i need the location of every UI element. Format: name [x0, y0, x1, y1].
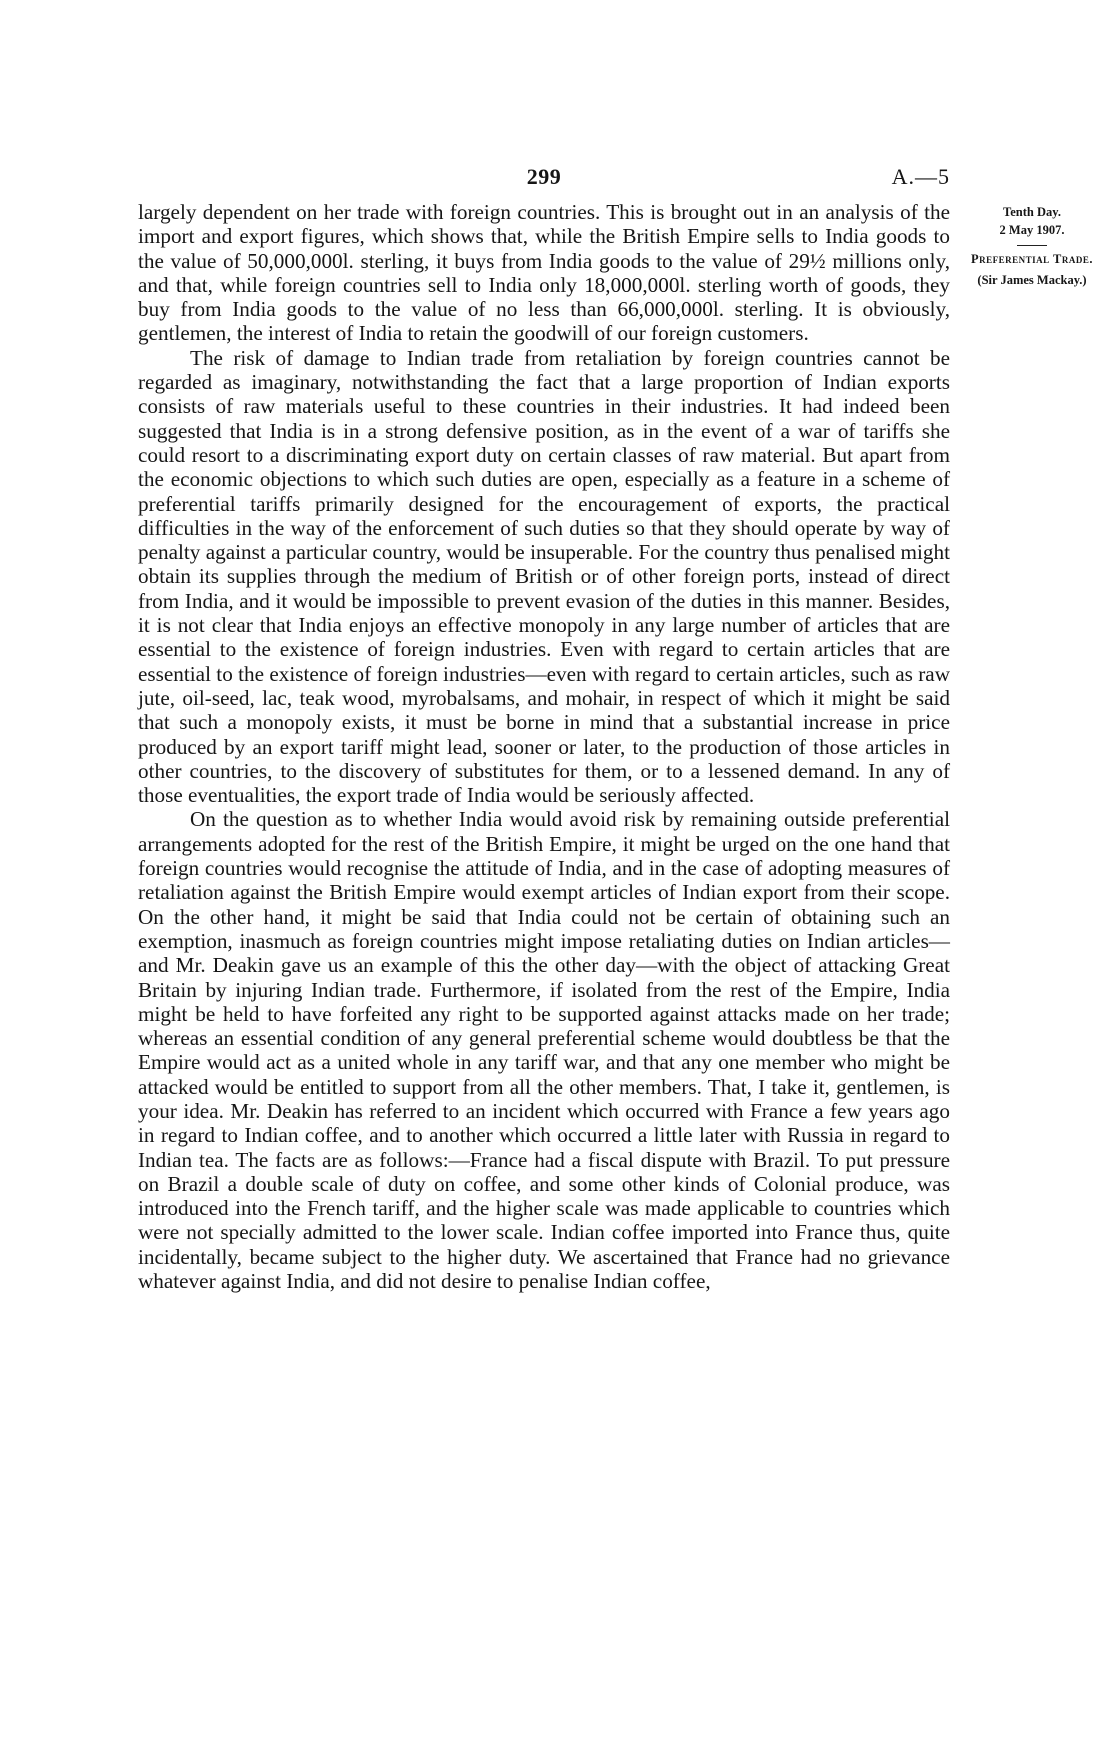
signature-mark: A.—5: [891, 164, 950, 189]
margin-note-day: Tenth Day.: [1003, 205, 1061, 219]
margin-note: [962, 203, 1102, 289]
page-number: 299: [526, 164, 562, 189]
page-header: [138, 164, 950, 192]
body-text: [138, 200, 950, 1293]
margin-note-topic: Preferential Trade.: [970, 252, 1093, 266]
paragraph-preferential-arrangements: On the question as to whether India would avoid risk by remaining outside preferential arrangements adopted for the rest of the British Empire, it might be urged on the one hand that foreign countries would recognise the attitude of India, and in the case of adopting measures of retaliation against the British Empire would exempt articles of Indian export from their scope. On the other hand, it might be said that India could not be certain of obtaining such an exemption, inasmuch as foreign countries might impose retaliating duties on Indian articles—and Mr. Deakin gave us an example of this the other day—with the object of attacking Great Britain by injuring Indian trade. Furthermore, if isolated from the rest of the Empire, India might be held to have forfeited any right to be supported against attacks made on her trade; whereas an essential condition of any general preferential scheme would doubtless be that the Empire would act as a united whole in any tariff war, and that any one member who might be attacked would be entitled to support from all the other members. That, I take it, gentlemen, is your idea. Mr. Deakin has referred to an incident which occurred with France a few years ago in regard to Indian coffee, and to another which occurred a little later with Russia in regard to Indian tea. The facts are as follows:—France had a fiscal dispute with Brazil. To put pressure on Brazil a double scale of duty on coffee, and some other kinds of Colonial produce, was introduced into the French tariff, and the higher scale was made applicable to countries which were not specially admitted to the lower scale. Indian coffee imported into France thus, quite incidentally, became subject to the higher duty. We ascertained that France had no grievance whatever against India, and did not desire to penalise Indian coffee,: [138, 807, 950, 1294]
margin-note-date: 2 May 1907.: [999, 223, 1065, 237]
margin-note-speaker: (Sir James Mackay.): [977, 273, 1087, 287]
margin-note-divider: [1017, 245, 1047, 246]
paragraph-continued: largely dependent on her trade with foreign countries. This is brought out in an analysis of the import and export figures, which shows that, while the British Empire sells to India goods to the value of 50,000,000l. sterling, it buys from India goods to the value of 29½ millions only, and that, while foreign countries sell to India only 18,000,000l. sterling worth of goods, they buy from India goods to the value of no less than 66,000,000l. sterling. It is obviously, gentlemen, the interest of India to retain the goodwill of our foreign customers.: [138, 200, 950, 346]
paragraph-retaliation-risk: The risk of damage to Indian trade from retaliation by foreign countries cannot be regarded as imaginary, notwithstanding the fact that a large proportion of Indian exports consists of raw materials useful to these countries in their industries. It had indeed been suggested that India is in a strong defensive position, as in the event of a war of tariffs she could resort to a discriminating export duty on certain classes of raw material. But apart from the economic objections to which such duties are open, especially as a feature in a scheme of preferential tariffs primarily designed for the encouragement of exports, the practical difficulties in the way of the enforcement of such duties so that they should operate by way of penalty against a particular country, would be insuperable. For the country thus penalised might obtain its supplies through the medium of British or of other foreign ports, instead of direct from India, and it would be impossible to prevent evasion of the duties in this manner. Besides, it is not clear that India enjoys an effective monopoly in any large number of articles that are essential to the existence of foreign industries. Even with regard to certain articles that are essential to the existence of foreign industries—even with regard to certain articles, such as raw jute, oil-seed, lac, teak wood, myrobalsams, and mohair, in respect of which it might be said that such a monopoly exists, it must be borne in mind that a substantial increase in price produced by an export tariff might lead, sooner or later, to the production of those articles in other countries, to the discovery of substitutes for them, or to a lessened demand. In any of those eventualities, the export trade of India would be seriously affected.: [138, 345, 950, 808]
